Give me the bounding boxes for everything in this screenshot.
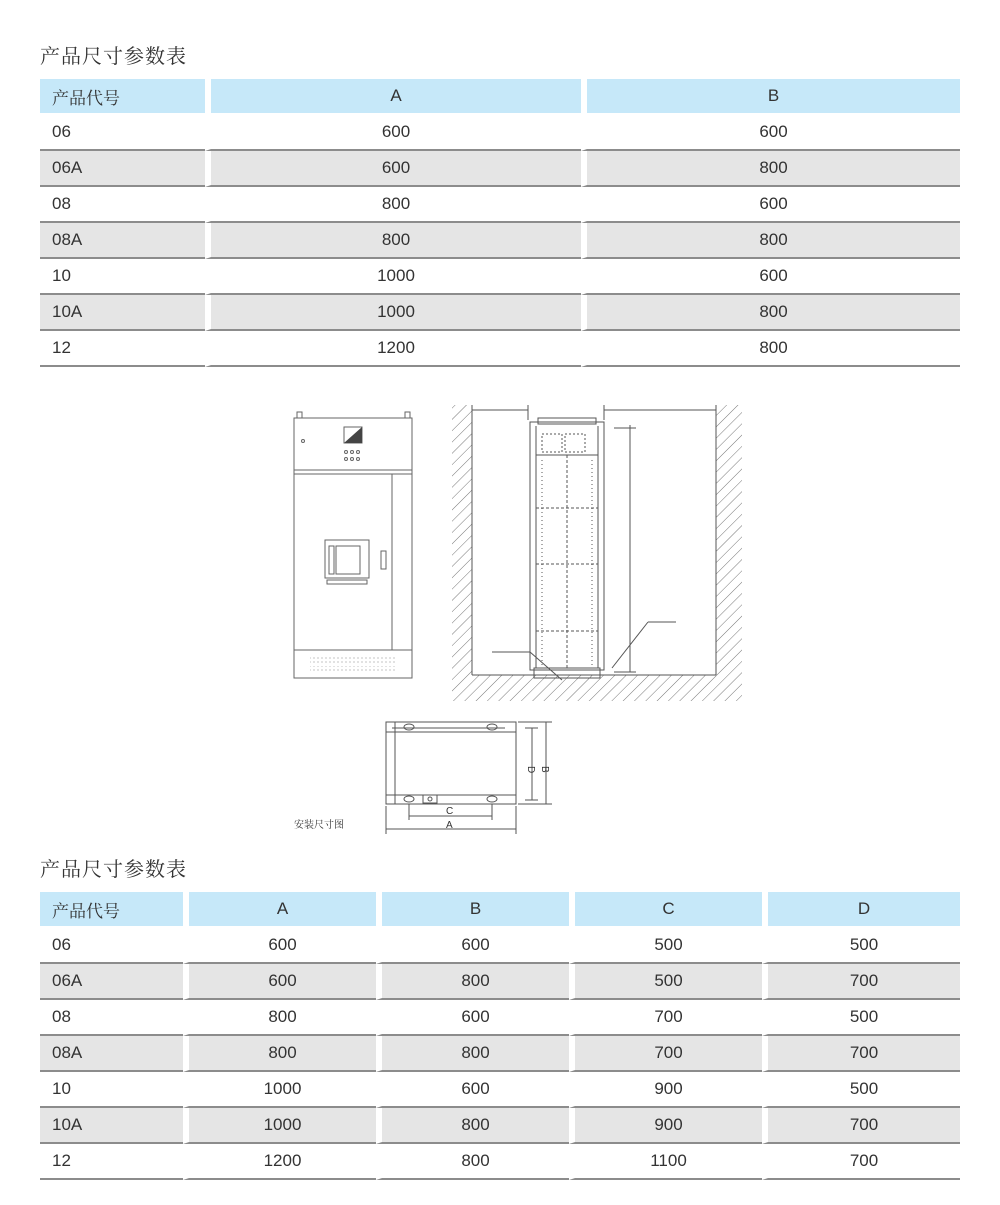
table-row bbox=[40, 1072, 960, 1108]
cell-code: 08A bbox=[40, 223, 205, 259]
cell-d: 700 bbox=[762, 1108, 960, 1144]
label-a: A bbox=[446, 820, 453, 831]
header-cell-code: 产品代号 bbox=[40, 79, 205, 115]
cell-a: 800 bbox=[183, 1036, 376, 1072]
cell-code: 06 bbox=[40, 115, 205, 151]
dimension-table-1 bbox=[40, 79, 960, 367]
table-row bbox=[40, 1000, 960, 1036]
cell-code: 12 bbox=[40, 1144, 183, 1180]
label-b: B bbox=[539, 766, 550, 773]
cell-b: 800 bbox=[376, 1036, 569, 1072]
cell-code: 08 bbox=[40, 1000, 183, 1036]
table-row bbox=[40, 187, 960, 223]
header-cell-a: A bbox=[183, 892, 376, 928]
cell-d: 500 bbox=[762, 1072, 960, 1108]
cell-b: 600 bbox=[581, 115, 960, 151]
cell-code: 06 bbox=[40, 928, 183, 964]
header-cell-b: B bbox=[376, 892, 569, 928]
cell-code: 08 bbox=[40, 187, 205, 223]
cell-c: 1100 bbox=[569, 1144, 762, 1180]
cell-a: 1000 bbox=[183, 1108, 376, 1144]
header-cell-a: A bbox=[205, 79, 581, 115]
cell-c: 700 bbox=[569, 1036, 762, 1072]
cell-b: 600 bbox=[376, 1000, 569, 1036]
cell-d: 700 bbox=[762, 1144, 960, 1180]
cell-code: 10 bbox=[40, 1072, 183, 1108]
cell-a: 1200 bbox=[183, 1144, 376, 1180]
table-row bbox=[40, 331, 960, 367]
cell-b: 600 bbox=[376, 1072, 569, 1108]
cell-c: 500 bbox=[569, 928, 762, 964]
label-d: D bbox=[525, 766, 536, 774]
cell-a: 1200 bbox=[205, 331, 581, 367]
cabinet-front-view bbox=[294, 412, 412, 678]
table-row bbox=[40, 1108, 960, 1144]
cell-code: 12 bbox=[40, 331, 205, 367]
cell-d: 700 bbox=[762, 1036, 960, 1072]
table-row bbox=[40, 1144, 960, 1180]
cell-code: 06A bbox=[40, 964, 183, 1000]
cell-a: 800 bbox=[183, 1000, 376, 1036]
table-row bbox=[40, 259, 960, 295]
cell-a: 1000 bbox=[205, 295, 581, 331]
table-row bbox=[40, 964, 960, 1000]
header-cell-code: 产品代号 bbox=[40, 892, 183, 928]
cabinet-section-view bbox=[452, 405, 742, 701]
cell-b: 800 bbox=[581, 295, 960, 331]
cell-d: 700 bbox=[762, 964, 960, 1000]
cell-b: 800 bbox=[581, 151, 960, 187]
table-row bbox=[40, 928, 960, 964]
cell-c: 900 bbox=[569, 1072, 762, 1108]
cell-b: 600 bbox=[581, 259, 960, 295]
installation-plan-view bbox=[386, 722, 552, 834]
cabinet-installation-drawing bbox=[0, 395, 1000, 845]
table-header-row bbox=[40, 892, 960, 928]
cell-a: 1000 bbox=[183, 1072, 376, 1108]
table-row bbox=[40, 151, 960, 187]
cell-b: 800 bbox=[376, 1144, 569, 1180]
cell-b: 600 bbox=[376, 928, 569, 964]
cell-b: 800 bbox=[581, 223, 960, 259]
cell-a: 600 bbox=[205, 151, 581, 187]
cell-b: 800 bbox=[376, 1108, 569, 1144]
table-row bbox=[40, 115, 960, 151]
header-cell-c: C bbox=[569, 892, 762, 928]
cell-a: 1000 bbox=[205, 259, 581, 295]
cell-code: 10A bbox=[40, 295, 205, 331]
dimension-table-2 bbox=[40, 892, 960, 1180]
cell-d: 500 bbox=[762, 1000, 960, 1036]
table-row bbox=[40, 1036, 960, 1072]
cell-c: 900 bbox=[569, 1108, 762, 1144]
cell-d: 500 bbox=[762, 928, 960, 964]
table-header-row bbox=[40, 79, 960, 115]
cell-code: 08A bbox=[40, 1036, 183, 1072]
drawing-caption: 安装尺寸图 bbox=[294, 820, 344, 831]
cell-code: 06A bbox=[40, 151, 205, 187]
cell-a: 800 bbox=[205, 223, 581, 259]
cell-c: 500 bbox=[569, 964, 762, 1000]
table-row bbox=[40, 295, 960, 331]
cell-a: 800 bbox=[205, 187, 581, 223]
header-cell-d: D bbox=[762, 892, 960, 928]
cell-a: 600 bbox=[205, 115, 581, 151]
cell-c: 700 bbox=[569, 1000, 762, 1036]
table1-title: 产品尺寸参数表 bbox=[40, 46, 187, 68]
cell-b: 600 bbox=[581, 187, 960, 223]
cell-b: 800 bbox=[581, 331, 960, 367]
table2-title: 产品尺寸参数表 bbox=[40, 859, 187, 881]
cell-code: 10 bbox=[40, 259, 205, 295]
table-row bbox=[40, 223, 960, 259]
cell-b: 800 bbox=[376, 964, 569, 1000]
header-cell-b: B bbox=[581, 79, 960, 115]
cell-code: 10A bbox=[40, 1108, 183, 1144]
label-c: C bbox=[446, 806, 454, 817]
cell-a: 600 bbox=[183, 928, 376, 964]
cell-a: 600 bbox=[183, 964, 376, 1000]
